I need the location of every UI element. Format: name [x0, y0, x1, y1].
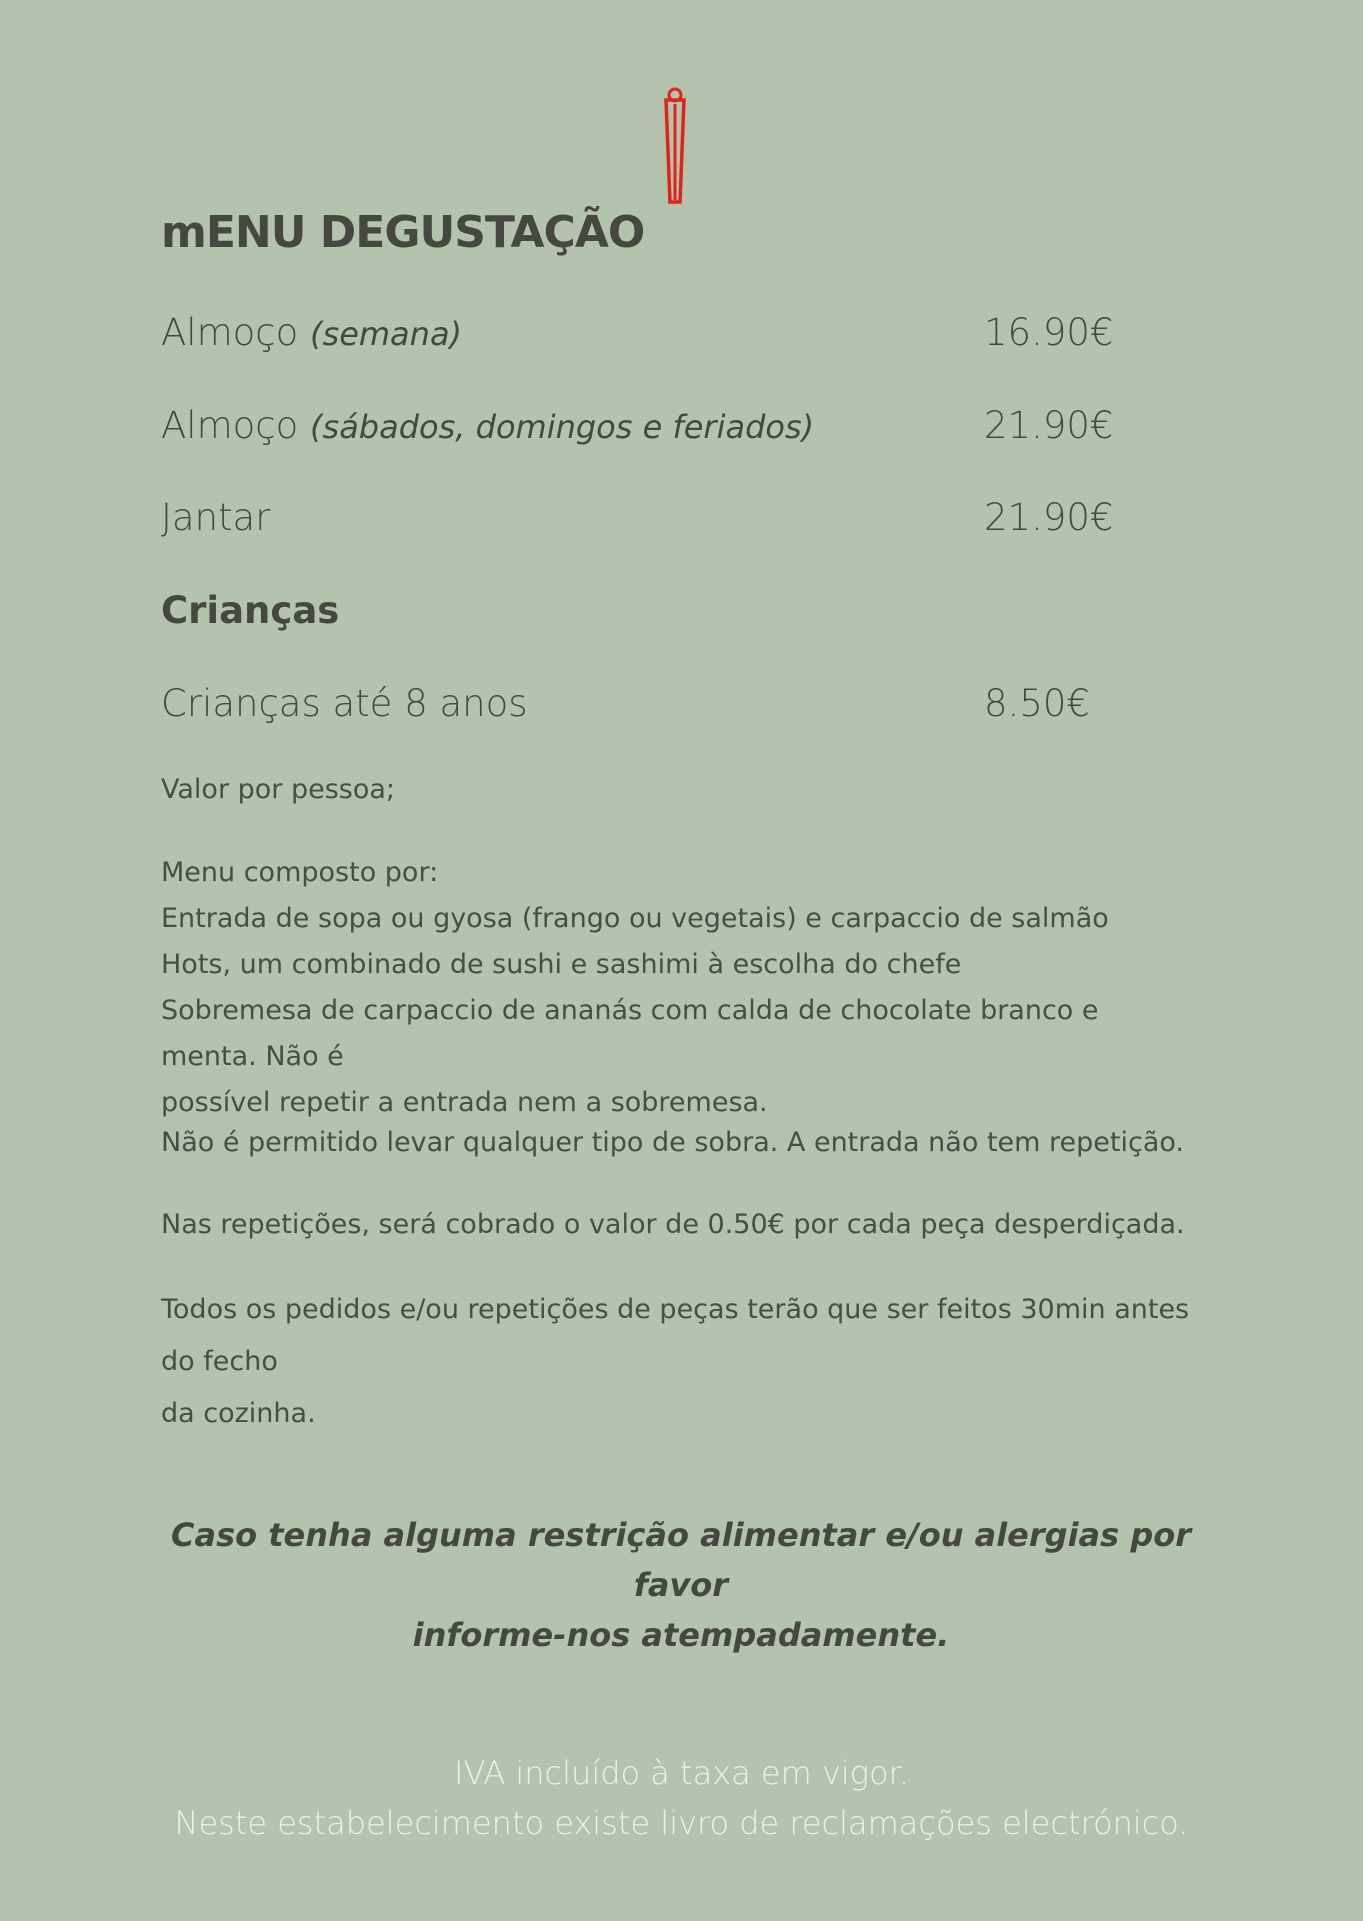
- price-label: Jantar: [161, 496, 271, 539]
- page-title: mENU DEGUSTAÇÃO: [161, 207, 645, 258]
- complaints-note: Neste estabelecimento existe livro de reclamações electrónico.: [174, 1804, 1189, 1842]
- price-note: (sábados, domingos e feriados): [310, 408, 815, 446]
- price-label: Crianças até 8 anos: [161, 682, 528, 725]
- composition-intro: Menu composto por:: [161, 857, 439, 888]
- price-row-lunch-weekend: [161, 398, 1114, 454]
- price-row-lunch-weekday: [161, 305, 1114, 361]
- kids-heading: Crianças: [161, 589, 340, 632]
- composition-line: Entrada de sopa ou gyosa (frango ou vegetais) e carpaccio de salmão: [161, 903, 1109, 934]
- price-value: 21.90€: [984, 404, 1114, 447]
- price-value: 16.90€: [984, 311, 1114, 354]
- price-value: 21.90€: [984, 496, 1114, 539]
- price-row-dinner: [161, 490, 1114, 546]
- waste-charge-note: Nas repetições, será cobrado o valor de 0.50€ por cada peça desperdiçada.: [161, 1209, 1185, 1240]
- per-person-note: Valor por pessoa;: [161, 774, 396, 805]
- price-row-kids: [161, 676, 1111, 732]
- footer: [0, 1748, 1363, 1848]
- price-value: 8.50€: [984, 682, 1090, 725]
- menu-composition: [161, 850, 1201, 1126]
- allergy-notice: Caso tenha alguma restrição alimentar e/ou alergias por favor informe-nos atempadamente.: [171, 1516, 1191, 1654]
- price-note: (semana): [310, 315, 463, 353]
- composition-line: possível repetir a entrada nem a sobremesa.: [161, 1087, 768, 1118]
- chopsticks-icon: [663, 86, 687, 206]
- price-label: Almoço (semana): [161, 311, 463, 354]
- orders-note: Todos os pedidos e/ou repetições de peças terão que ser feitos 30min antes do fecho da cozinha.: [161, 1294, 1190, 1429]
- price-label: Almoço (sábados, domingos e feriados): [161, 404, 815, 447]
- composition-line: Sobremesa de carpaccio de ananás com calda de chocolate branco e menta. Não é: [161, 995, 1099, 1072]
- vat-note: IVA incluído à taxa em vigor.: [454, 1754, 909, 1792]
- no-leftovers-note: Não é permitido levar qualquer tipo de sobra. A entrada não tem repetição.: [161, 1127, 1184, 1158]
- composition-line: Hots, um combinado de sushi e sashimi à escolha do chefe: [161, 949, 962, 980]
